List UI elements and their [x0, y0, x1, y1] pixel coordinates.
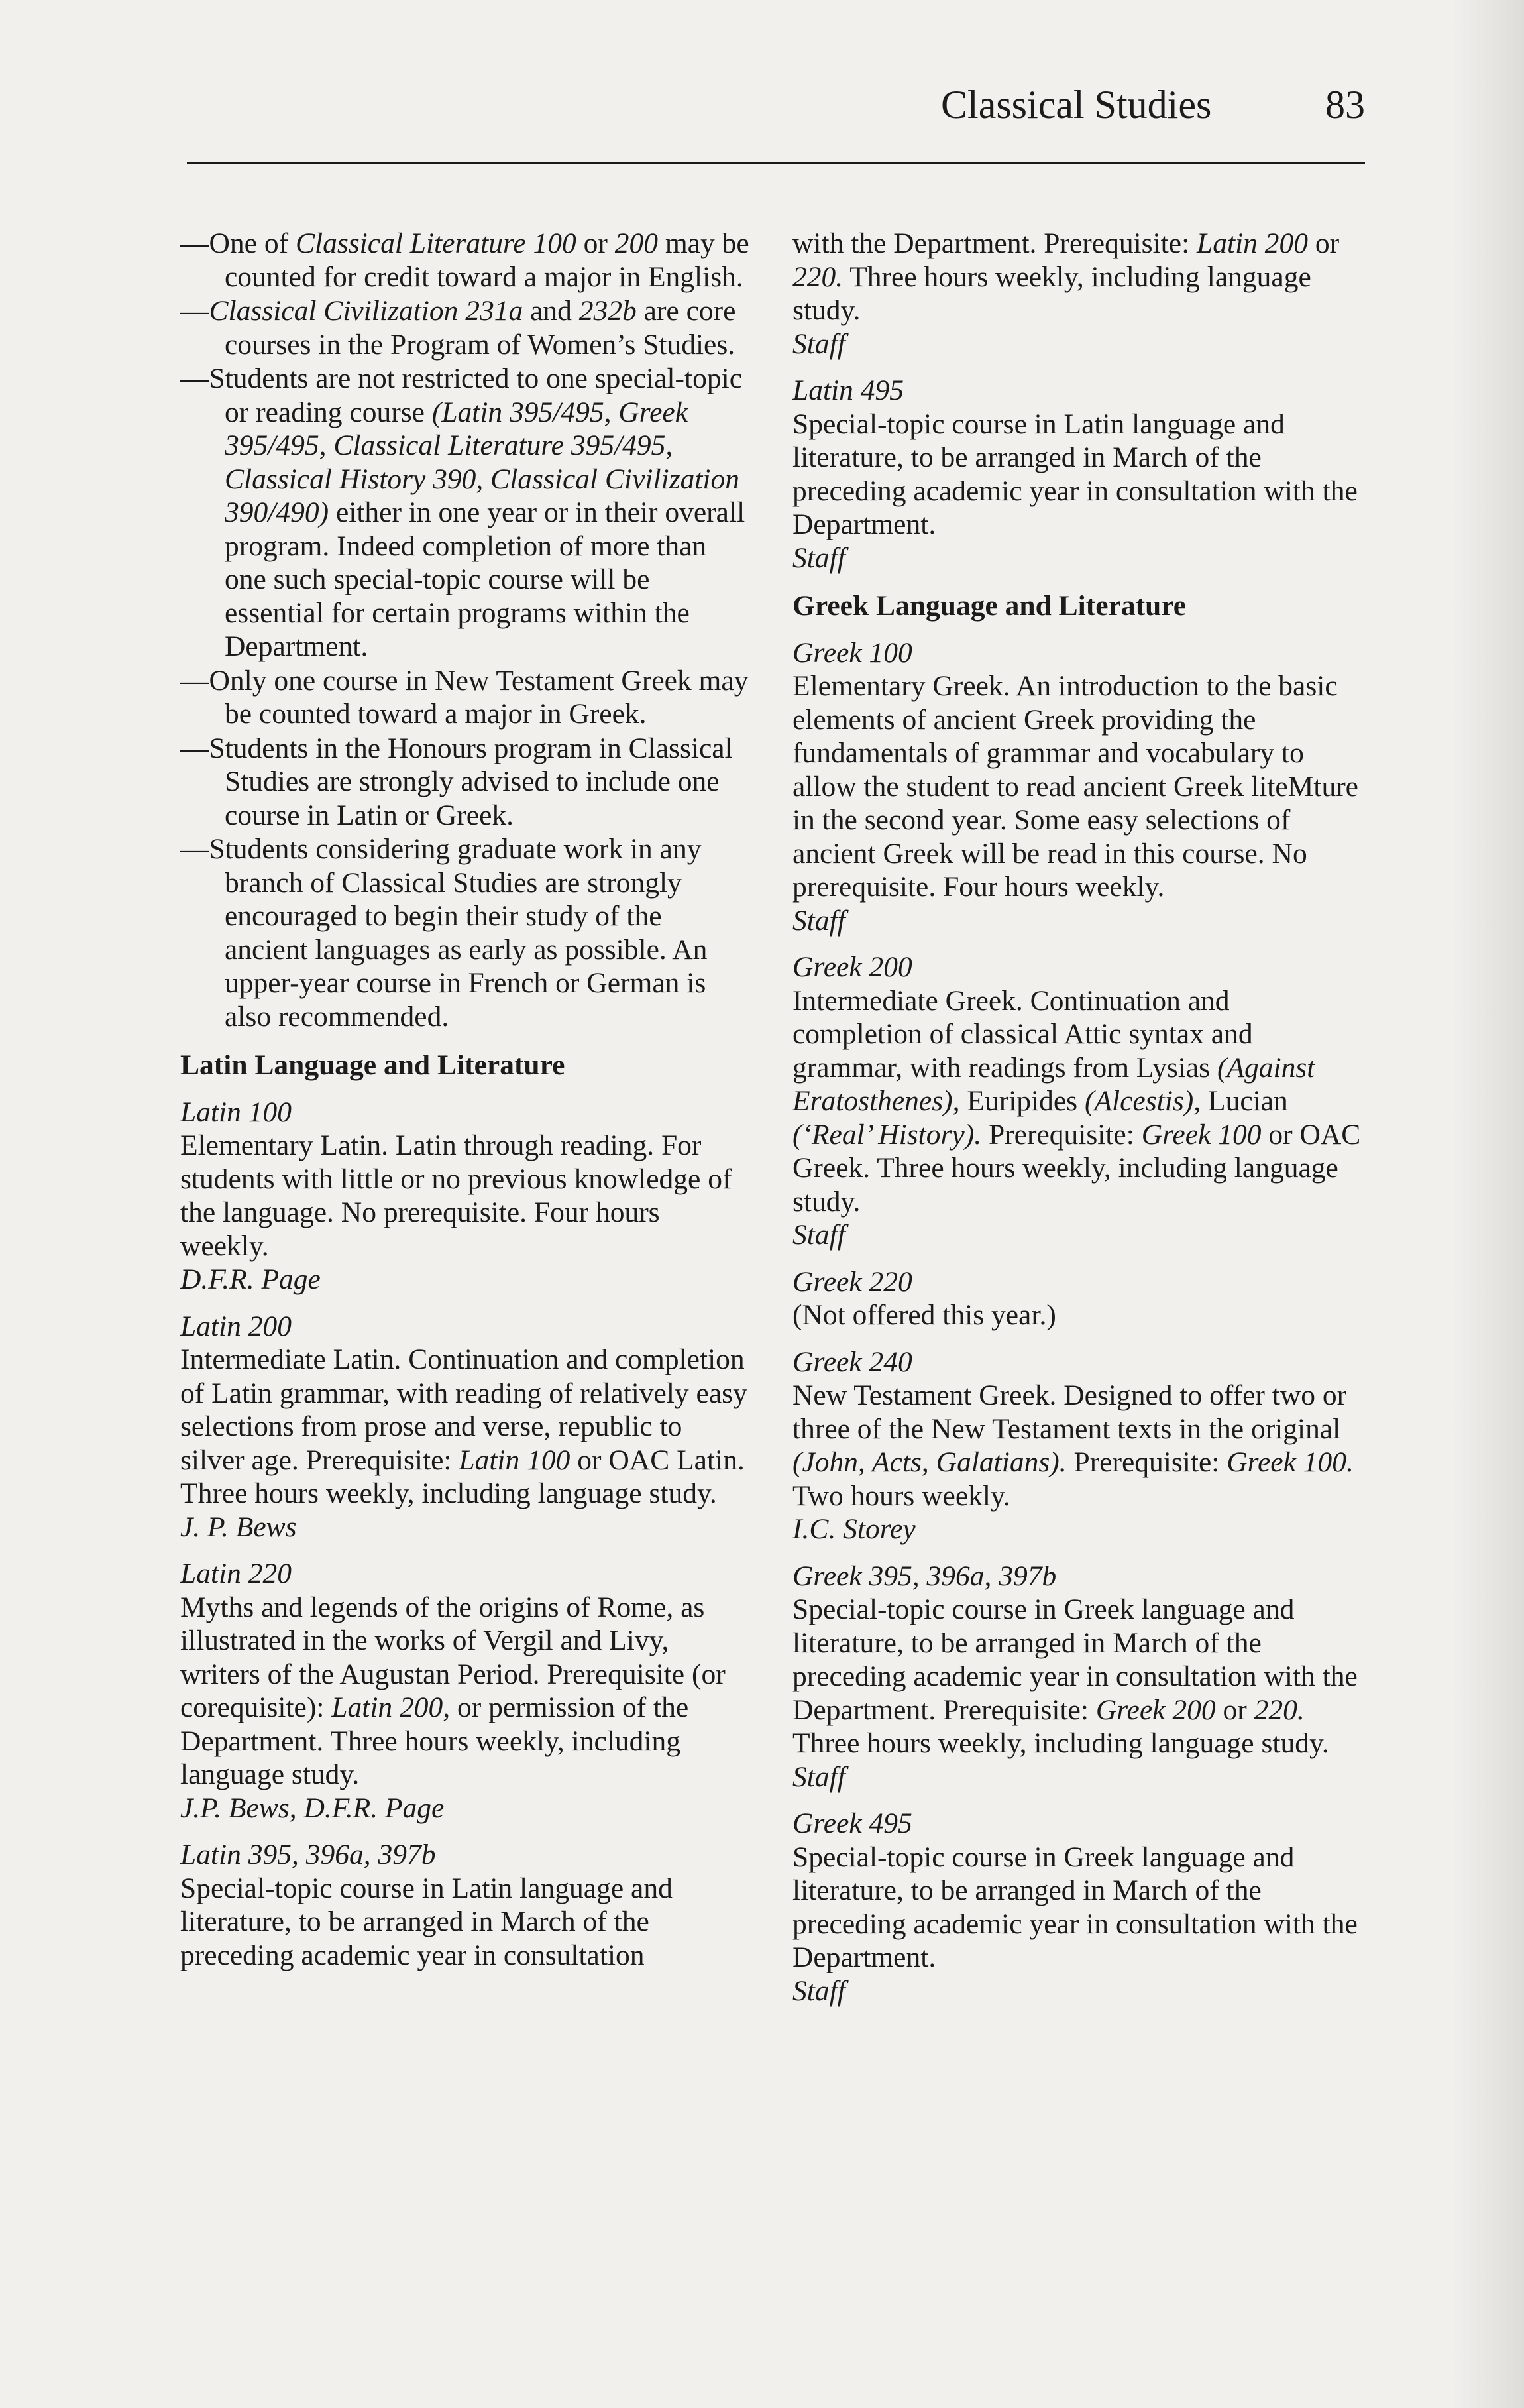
italic-text: Latin 100 — [459, 1444, 571, 1476]
left-column — [180, 227, 750, 1972]
italic-text: Greek 100. — [1226, 1446, 1354, 1478]
note-item: —Only one course in New Testament Greek may be counted toward a major in Greek. — [180, 664, 749, 730]
course-title: Latin 395, 396a, 397b — [180, 1839, 436, 1870]
italic-text: 220. — [1254, 1693, 1305, 1726]
course-description: Myths and legends of the origins of Rome, as illustrated in the works of Vergil and Livy, writers of the Augustan Period. Prerequisite (or corequisite): Latin 200, or permission of the Department. Three hours weekly, including language study. — [180, 1591, 726, 1790]
italic-text: 220. — [792, 260, 844, 293]
course-staff: Staff — [792, 327, 845, 360]
latin-course-list — [180, 1096, 750, 1973]
course-description: Special-topic course in Greek language and literature, to be arranged in March of the preceding academic year in consultation with the Department. Prerequisite: Greek 200 or 220. Three hours weekly, including language study. — [792, 1593, 1358, 1759]
note-item: —One of Classical Literature 100 or 200 may be counted for credit toward a major in English. — [180, 227, 749, 293]
greek-course-list — [792, 636, 1362, 2008]
italic-text: 232b — [578, 295, 637, 327]
italic-text: (Latin 395/495, Greek 395/495, Classical Literature 395/495, Classical History 390, Classical Civilization 390/490) — [225, 396, 740, 528]
course-staff: J. P. Bews — [180, 1511, 297, 1543]
italic-text: Latin 200 — [1197, 227, 1309, 259]
course-title: Latin 100 — [180, 1096, 292, 1128]
course-staff: Staff — [792, 1975, 845, 2007]
italic-text: Greek 200 — [1095, 1693, 1216, 1726]
course-description: New Testament Greek. Designed to offer two or three of the New Testament texts in the original (John, Acts, Galatians). Prerequisite: Greek 100. Two hours weekly. — [792, 1379, 1354, 1512]
course-description: Elementary Greek. An introduction to the basic elements of ancient Greek providing the fundamentals of grammar and vocabulary to allow the student to read ancient Greek liteMture in the second year. Some easy selections of ancient Greek will be read in this course. No prerequisite. Four hours weekly. — [792, 670, 1358, 903]
page-edge-shadow — [1451, 0, 1524, 2408]
italic-text: Greek 100 — [1141, 1118, 1262, 1151]
notes-list — [180, 227, 750, 1033]
note-item: —Classical Civilization 231a and 232b are core courses in the Program of Women’s Studies. — [180, 295, 736, 361]
note-item: —Students considering graduate work in any branch of Classical Studies are strongly encouraged to begin their study of the ancient languages as early as possible. An upper-year course in French or German is also recommended. — [180, 833, 708, 1033]
course-title: Greek 100 — [792, 636, 912, 669]
course-staff: J.P. Bews, D.F.R. Page — [180, 1792, 445, 1824]
course-description: Elementary Latin. Latin through reading. For students with little or no previous knowledge of the language. No prerequisite. Four hours weekly. — [180, 1129, 732, 1262]
page-number: 83 — [1325, 83, 1365, 127]
italic-text: (Against Eratosthenes), — [792, 1051, 1315, 1117]
note-item: —Students are not restricted to one special-topic or reading course (Latin 395/495, Greek 395/495, Classical Literature 395/495, Classical History 390, Classical Civilization 390/490) either in one year or in their overall program. Indeed completion of more than one such special-topic course will be essential for certain programs within the Department. — [180, 363, 745, 662]
course-description: Special-topic course in Greek language and literature, to be arranged in March of the preceding academic year in consultation with the Department. — [792, 1841, 1358, 1973]
running-header — [941, 78, 1365, 131]
continued-description: with the Department. Prerequisite: Latin 200 or 220. Three hours weekly, including language study. — [792, 227, 1340, 326]
italic-text: 200 — [614, 227, 658, 259]
course-title: Latin 220 — [180, 1558, 292, 1589]
header-title: Classical Studies — [941, 83, 1212, 127]
course-description: Special-topic course in Latin language and literature, to be arranged in March of the preceding academic year in consultation — [180, 1872, 673, 1971]
italic-text: (John, Acts, Galatians). — [792, 1446, 1067, 1478]
course-staff: Staff — [792, 1219, 845, 1251]
course-description: Intermediate Greek. Continuation and completion of classical Attic syntax and grammar, with readings from Lysias (Against Eratosthenes), Euripides (Alcestis), Lucian (‘Real’ History). Prerequisite: Greek 100 or OAC Greek. Three hours weekly, including language study. — [792, 984, 1361, 1218]
italic-text: Latin 200, — [331, 1691, 451, 1723]
course-title: Latin 200 — [180, 1310, 292, 1342]
course-description: Intermediate Latin. Continuation and completion of Latin grammar, with reading of relatively easy selections from prose and verse, republic to silver age. Prerequisite: Latin 100 or OAC Latin. Three hours weekly, including language study. — [180, 1344, 747, 1509]
course-title: Greek 220 — [792, 1265, 912, 1298]
section-heading-latin: Latin Language and Literature — [180, 1049, 565, 1081]
course-staff: Staff — [792, 1760, 845, 1793]
course-title: Greek 240 — [792, 1346, 912, 1378]
italic-text: (Alcestis), — [1084, 1085, 1201, 1117]
latin-course-list-continued — [792, 374, 1362, 575]
course-staff: Staff — [792, 904, 845, 937]
header-rule — [187, 162, 1365, 164]
italic-text: Classical Civilization 231a — [209, 295, 523, 327]
italic-text: (‘Real’ History). — [792, 1118, 982, 1151]
right-column — [792, 227, 1362, 2008]
section-heading-greek: Greek Language and Literature — [792, 590, 1187, 622]
course-description: Special-topic course in Latin language and literature, to be arranged in March of the preceding academic year in consultation with the Department. — [792, 408, 1358, 540]
course-title: Greek 200 — [792, 951, 912, 983]
course-title: Greek 495 — [792, 1807, 912, 1839]
course-description: (Not offered this year.) — [792, 1299, 1056, 1331]
course-staff: I.C. Storey — [792, 1513, 916, 1545]
italic-text: Classical Literature 100 — [295, 227, 576, 259]
course-title: Greek 395, 396a, 397b — [792, 1560, 1057, 1592]
course-staff: D.F.R. Page — [180, 1263, 321, 1295]
course-staff: Staff — [792, 542, 845, 574]
course-title: Latin 495 — [792, 374, 904, 406]
note-item: —Students in the Honours program in Classical Studies are strongly advised to include one course in Latin or Greek. — [180, 732, 733, 831]
